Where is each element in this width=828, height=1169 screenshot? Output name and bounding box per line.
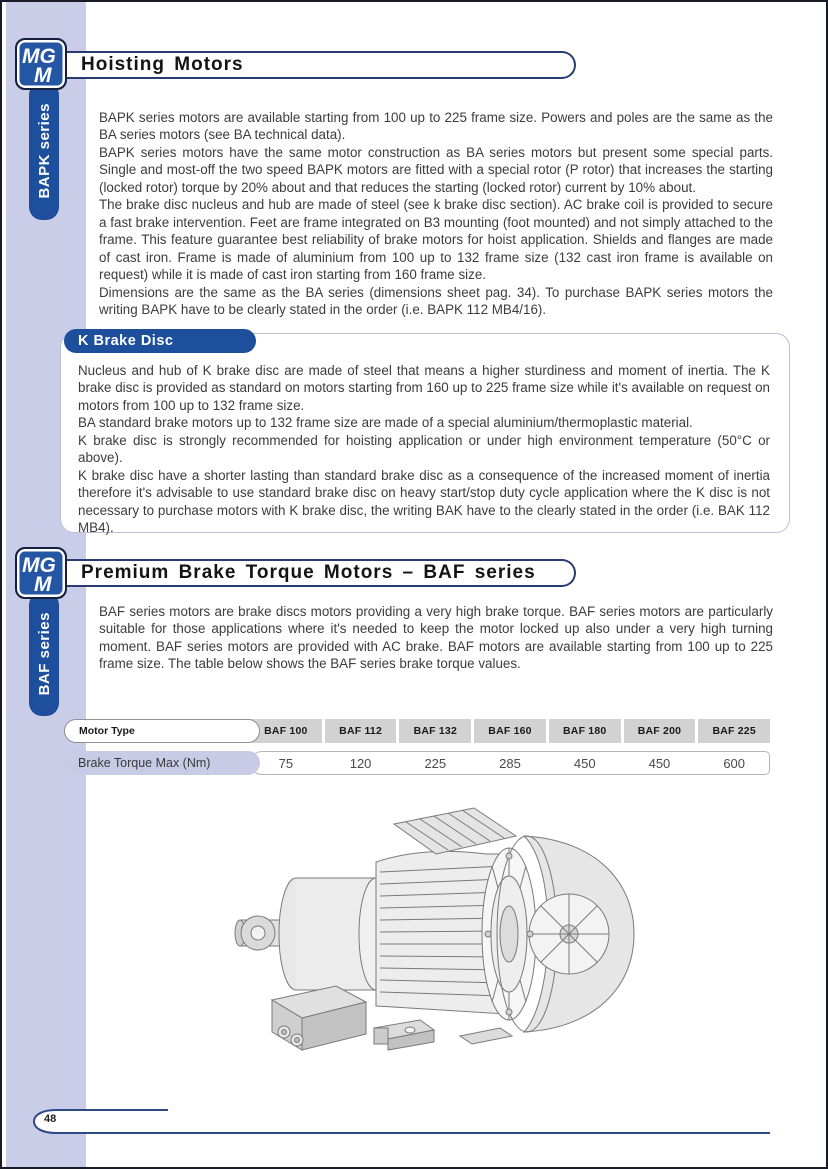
motor-cutaway-illustration bbox=[224, 784, 654, 1089]
section-header-k-brake-disc bbox=[64, 329, 256, 353]
table-header-row bbox=[64, 719, 770, 743]
sidebar-item-bapk-series bbox=[29, 82, 59, 220]
brake-torque-table bbox=[64, 719, 770, 775]
table-cell: 285 bbox=[499, 755, 521, 771]
table-cell: 600 bbox=[723, 755, 746, 771]
logo-text-top: MG bbox=[22, 45, 56, 68]
table-header-motor-type: Motor Type bbox=[64, 719, 260, 743]
baf-series-label: BAF series bbox=[35, 612, 53, 696]
column-header: BAF 225 bbox=[698, 719, 770, 743]
paragraph: K brake disc have a shorter lasting than standard brake disc as a consequence of the increased moment of inertia therefore it's advisable to use standard brake disc on heavy start/stop duty cycle application where the K disc is not necessary to purchase motors with K brake disc, the writing BAK have to the clearly stated in the order (i.e. BAK 112 MB4). bbox=[78, 467, 770, 536]
mgm-logo-icon bbox=[17, 549, 65, 597]
k-brake-body-text bbox=[78, 362, 770, 537]
mgm-logo bbox=[15, 547, 67, 599]
table-cell: 120 bbox=[349, 755, 372, 771]
logo-text-top: MG bbox=[22, 554, 56, 577]
paragraph: BAPK series motors are available starting from 100 up to 225 frame size. Powers and poles are the same as the BA series motors (see BA technical data). bbox=[99, 110, 773, 143]
paragraph: BAPK series motors have the same motor construction as BA series motors but present some special parts. Single and most-off the two speed BAPK motors are fitted with a special rotor (P rotor) that increases the starting (locked rotor) torque by 20% about and that reduces the starting (locked rotor) current by 10% about. bbox=[99, 144, 773, 195]
footer-rule bbox=[2, 1102, 828, 1142]
row-label-brake-torque: Brake Torque Max (Nm) bbox=[64, 751, 260, 775]
mgm-logo-icon bbox=[17, 40, 65, 88]
paragraph: BAF series motors are brake discs motors providing a very high brake torque. BAF series motors are particularly suitable for those applications where it's needed to keep the motor locked up also under a very high turning moment. BAF series motors are provided with AC brake. BAF motors are available starting from 100 up to 225 frame size. The table below shows the BAF series brake torque values. bbox=[99, 604, 773, 672]
column-header: BAF 200 bbox=[624, 719, 696, 743]
paragraph: Dimensions are the same as the BA series (dimensions sheet pag. 34). To purchase BAPK series motors the writing BAPK have to be clearly stated in the order (i.e. BAPK 112 MB4/16). bbox=[99, 284, 773, 317]
bapk-series-label: BAPK series bbox=[35, 103, 53, 199]
table-cell: 450 bbox=[648, 755, 671, 771]
hoisting-body-text bbox=[99, 109, 773, 318]
table-row bbox=[64, 751, 770, 775]
logo-text-bottom: M bbox=[34, 64, 52, 87]
paragraph: Nucleus and hub of K brake disc are made of steel that means a higher sturdiness and moment of inertia. The K brake disc is provided as standard on motors starting from 160 up to 225 frame size while it's available on request on motors from 100 up to 132 frame size. bbox=[78, 363, 770, 413]
column-header: BAF 112 bbox=[325, 719, 397, 743]
table-cell: 450 bbox=[573, 755, 596, 771]
mgm-logo bbox=[15, 38, 67, 90]
sidebar-item-baf-series bbox=[29, 592, 59, 716]
paragraph: K brake disc is strongly recommended for hoisting application or under high environment temperature (50°C or above). bbox=[78, 432, 770, 466]
page-title: Hoisting Motors bbox=[81, 54, 244, 75]
column-header: BAF 100 bbox=[250, 719, 322, 743]
logo-text-bottom: M bbox=[34, 573, 52, 596]
paragraph: The brake disc nucleus and hub are made of steel (see k brake disc section). AC brake coil is provided to secure a fast brake intervention. Feet are frame integrated on B3 mounting (foot mounted) and not simply attached to the frame. This feature guarantee best reliability of brake motors for hoist application. Shields and flanges are made of cast iron. Frame is made of aluminium from 100 up to 132 frame size (132 cast iron frame is available on request) while it is made of cast iron starting from 160 frame size. bbox=[99, 197, 773, 283]
baf-body-text bbox=[99, 603, 773, 673]
table-cell: 75 bbox=[278, 755, 294, 771]
paragraph: BA standard brake motors up to 132 frame size are made of a special aluminium/thermoplastic material. bbox=[78, 415, 693, 431]
page-number: 48 bbox=[44, 1113, 57, 1125]
column-header: BAF 160 bbox=[474, 719, 546, 743]
section-header-hoisting bbox=[62, 51, 576, 79]
table-cell: 225 bbox=[424, 755, 447, 771]
baf-section-title: Premium Brake Torque Motors – BAF series bbox=[81, 562, 536, 583]
column-header: BAF 180 bbox=[549, 719, 621, 743]
section-header-baf bbox=[62, 559, 576, 587]
k-brake-disc-title: K Brake Disc bbox=[78, 333, 174, 349]
column-header: BAF 132 bbox=[399, 719, 471, 743]
